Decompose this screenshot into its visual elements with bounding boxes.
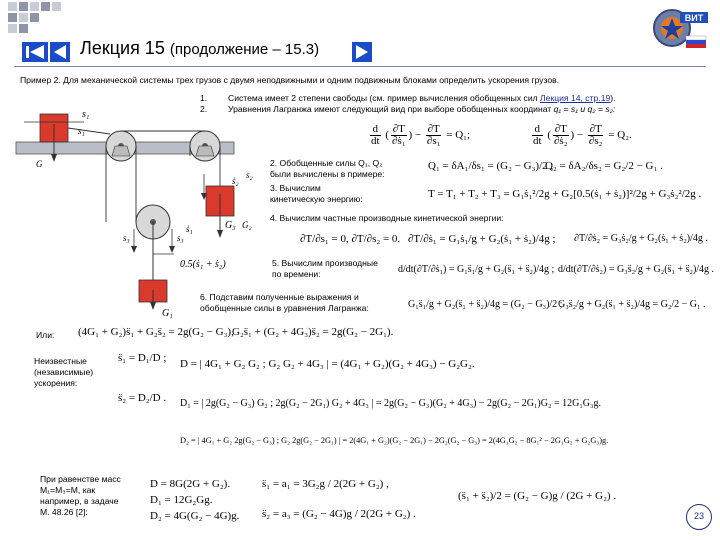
formula-determinant-D: D = | 4G₁ + G₂ G₂ ; G₂ G₂ + 4G₃ | = (4G₁ + G₂)(G₂ + 4G₃) − G₂G₂. bbox=[180, 358, 475, 370]
svg-text:s₁: s₁ bbox=[82, 109, 90, 120]
nav-prev-icon[interactable] bbox=[50, 42, 70, 62]
svg-text:s₁: s₁ bbox=[78, 126, 85, 136]
step-number-1: 1. bbox=[200, 93, 208, 103]
svg-text:G₃: G₃ bbox=[225, 220, 236, 231]
label-equal-masses: При равенстве масс M₁=M₃=M, как например, в задаче М. 48.26 [2]: bbox=[40, 474, 121, 517]
svg-text:ṡ₁: ṡ₁ bbox=[186, 224, 193, 234]
lecture-link[interactable]: Лекция 14, стр.19 bbox=[540, 93, 611, 103]
svg-text:G₂: G₂ bbox=[242, 220, 252, 230]
header-rule bbox=[14, 66, 706, 67]
formula-eq-D: D = 8G(2G + G₂). bbox=[150, 478, 231, 490]
formula-eq-D1: D₁ = 12G₂Gg. bbox=[150, 494, 213, 506]
slide-title: Лекция 15 (продолжение – 15.3) bbox=[80, 38, 320, 58]
step-number-2: 2. bbox=[200, 104, 208, 114]
problem-statement: Пример 2. Для механической системы трех грузов с двумя неподвижными и одним подвижным блоками определить ускорения грузов. bbox=[20, 75, 560, 85]
formula-result-mid: (s̈₁ + s̈₂)/2 = (G₂ − G)g / (2G + G₂) . bbox=[458, 490, 617, 502]
page-number: 23 bbox=[686, 504, 712, 530]
nav-next-icon[interactable] bbox=[352, 42, 372, 62]
formula-dt-2: d/dt(∂T/∂ṡ₂) = G₃s̈₂/g + G₂(s̈₁ + s̈₂)/4g . bbox=[558, 264, 715, 275]
decorative-squares bbox=[8, 2, 60, 32]
step-gen-forces: 2. Обобщенные силы Q₁, Q₂ были вычислены в примере: bbox=[270, 158, 385, 179]
svg-text:s₂: s₂ bbox=[246, 170, 253, 180]
svg-text:0.5(ṡ₁ + ṡ₂): 0.5(ṡ₁ + ṡ₂) bbox=[180, 259, 226, 270]
svg-text:G: G bbox=[36, 159, 43, 169]
formula-partial-v1: ∂T/∂ṡ₁ = G₁ṡ₁/g + G₂(ṡ₁ + ṡ₂)/4g ; bbox=[408, 233, 556, 245]
formula-eq-D2: D₂ = 4G(G₂ − 4G)g. bbox=[150, 510, 240, 522]
svg-text:ṡ₂: ṡ₂ bbox=[232, 176, 239, 186]
formula-lagrange-sub-2: G₃s̈₂/g + G₂(s̈₁ + s̈₂)/4g = G₂/2 − G₁ . bbox=[558, 299, 706, 310]
formula-q2: Q₂ = δA₂/δs₂ = G₂/2 − G₁ . bbox=[545, 160, 663, 172]
lagrange-eq-1: $\frac{d}{dt}$ ( $\frac{\partial T}{\text{∂ṡ₁}}$ ) − $\frac{\partial T}{\text{∂s₁}}$ = Q₁; bbox=[371, 123, 471, 147]
formula-x1: s̈₁ = D₁/D ; bbox=[118, 352, 167, 364]
step-time-derivs: 5. Вычислим производные по времени: bbox=[272, 258, 378, 279]
label-or: Или: bbox=[36, 330, 55, 340]
svg-text:G₁: G₁ bbox=[162, 308, 173, 319]
nav-first-icon[interactable] bbox=[22, 42, 48, 62]
step-substitute: 6. Подставим полученные выражения и обобщенные силы в уравнения Лагранжа: bbox=[200, 292, 369, 313]
formula-kinetic-energy: T = T₁ + T₂ + T₃ = G₁ṡ₁²/2g + G₂[0.5(ṡ₁ + ṡ₂)]²/2g + G₃ṡ₂²/2g . bbox=[428, 188, 702, 200]
formula-result-a3: s̈₂ = a₃ = (G₂ − 4G)g / 2(2G + G₂) . bbox=[262, 508, 416, 520]
formula-dt-1: d/dt(∂T/∂ṡ₁) = G₁s̈₁/g + G₂(s̈₁ + s̈₂)/4g ; bbox=[398, 264, 555, 275]
formula-determinant-D2: D₂ = | 4G₁ + G₂ 2g(G₂ − G₃) ; G₂ 2g(G₂ − 2G₁) | = 2(4G₁ + G₂)(G₂ − 2G₁) − 2G₂(G₂ − G₃) = 2(4G₁G₂ − 8G₁² − 2G₁G₂ + G₂G₃)g. bbox=[180, 436, 609, 445]
svg-text:s₃: s₃ bbox=[177, 233, 184, 243]
svg-text:s₃: s₃ bbox=[123, 233, 130, 243]
formula-determinant-D1: D₁ = | 2g(G₂ − G₃) G₂ ; 2g(G₂ − 2G₁) G₂ + 4G₃ | = 2g(G₂ − G₃)(G₂ + 4G₃) − 2g(G₂ − 2G₁)G₂ = 12G₁G₃g. bbox=[180, 398, 602, 409]
step-partials: 4. Вычислим частные производные кинетической энергии: bbox=[270, 213, 504, 223]
step-kinetic: 3. Вычислим кинетическую энергию: bbox=[270, 183, 363, 204]
formula-partial-v2: ∂T/∂ṡ₂ = G₃ṡ₂/g + G₂(ṡ₁ + ṡ₂)/4g . bbox=[574, 233, 708, 244]
lagrange-eq-2: $\frac{d}{dt}$ ( $\frac{\partial T}{\text{∂ṡ₂}}$ ) − $\frac{\partial T}{\text{∂s₂}}$ = Q₂. bbox=[533, 123, 632, 147]
formula-system-2: G₂s̈₁ + (G₂ + 4G₃)s̈₂ = 2g(G₂ − 2G₁). bbox=[232, 326, 394, 338]
step-1-text: Система имеет 2 степени свободы (см. пример вычисления обобщенных сил Лекция 14, стр.19). bbox=[228, 93, 616, 103]
formula-system-1: (4G₁ + G₂)s̈₁ + G₂s̈₂ = 2g(G₂ − G₃), bbox=[78, 326, 234, 338]
formula-result-a1: s̈₁ = a₁ = 3G₂g / 2(2G + G₂) , bbox=[262, 478, 389, 490]
mechanism-diagram bbox=[14, 104, 264, 320]
university-logo bbox=[646, 4, 710, 50]
step-2-text: Уравнения Лагранжа имеют следующий вид при выборе обобщенных координат q₁ = s₁ и q₂ = s₂: bbox=[228, 104, 616, 114]
label-unknowns: Неизвестные (независимые) ускорения: bbox=[34, 356, 94, 388]
formula-partial-s: ∂T/∂s₁ = 0, ∂T/∂s₂ = 0. bbox=[300, 233, 401, 245]
formula-q1: Q₁ = δA₁/δs₁ = (G₂ − G₃)/2 ; bbox=[428, 160, 554, 172]
svg-text:ВИТ: ВИТ bbox=[684, 13, 704, 23]
formula-lagrange-sub-1: G₁s̈₁/g + G₂(s̈₁ + s̈₂)/4g = (G₂ − G₃)/2 ; bbox=[408, 299, 563, 310]
formula-x2: s̈₂ = D₂/D . bbox=[118, 392, 167, 404]
